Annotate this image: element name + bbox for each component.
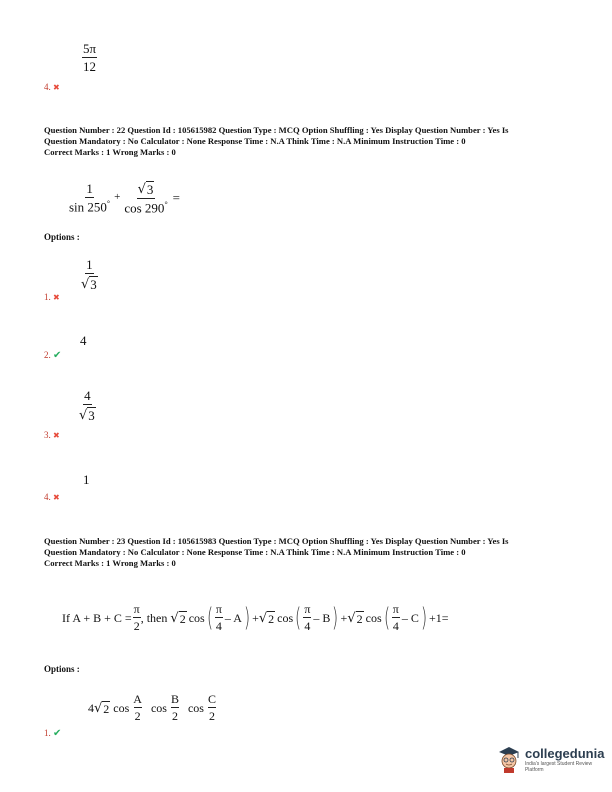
- q22-term1-den: sin 250°: [69, 199, 111, 215]
- denominator: 12: [83, 59, 97, 74]
- q23-prefix: If A + B + C =: [62, 610, 132, 625]
- q22-meta-line2: Question Mandatory : No Calculator : None Response Time : N.A Think Time : N.A Minimum Instruction Time : 0: [44, 136, 466, 146]
- q22-meta-line3: Correct Marks : 1 Wrong Marks : 0: [44, 147, 176, 157]
- q22-term1-num: 1: [86, 181, 93, 196]
- q23-meta-line3: Correct Marks : 1 Wrong Marks : 0: [44, 558, 176, 568]
- numerator: 5π: [83, 41, 97, 56]
- q22-meta-line1: Question Number : 22 Question Id : 105615982 Question Type : MCQ Option Shuffling : Yes Display Question Number : Yes Is: [44, 125, 509, 135]
- q22-expression: [68, 181, 180, 214]
- q22-options-label: Options :: [44, 232, 80, 242]
- wrong-mark-icon: ✖: [53, 493, 60, 502]
- q22-option-1-value: 1 √ 3: [81, 257, 97, 292]
- q23-meta: [44, 536, 509, 569]
- wrong-mark-icon: ✖: [53, 293, 60, 302]
- q23-expression: If A + B + C = $\frac{\pi}{2}$ , then √ 2 cos ( $\frac{\pi}{4}$ – A ) + √ 2 cos ( $\frac{\pi}{4}$ – B ) + √ 2 cos ( $\frac{\pi}{4}$ – C ) +1=: [62, 602, 449, 633]
- q22-option-4-label: 4. ✖: [44, 492, 60, 502]
- correct-mark-icon: ✔: [53, 350, 62, 361]
- equals-sign: =: [172, 190, 180, 206]
- graduate-mascot-icon: [496, 744, 522, 774]
- q23-meta-line2: Question Mandatory : No Calculator : None Response Time : N.A Think Time : N.A Minimum Instruction Time : 0: [44, 547, 466, 557]
- q23-meta-line1: Question Number : 23 Question Id : 105615983 Question Type : MCQ Option Shuffling : Yes Display Question Number : Yes Is: [44, 536, 509, 546]
- q22-option-1-label: 1. ✖: [44, 292, 60, 302]
- plus-sign: +: [114, 191, 121, 204]
- q22-option-2-value: 4: [80, 333, 87, 348]
- q23-option-1-value: 4 √ 2 cos $\frac{A}{2}$ cos $\frac{B}{2}$ cos $\frac{C}{2}$: [88, 692, 216, 723]
- q22-option-3-value: 4 √ 3: [79, 388, 95, 423]
- collegedunia-logo: [496, 744, 612, 774]
- q22-option-4-value: 1: [83, 472, 90, 487]
- prev-option-4-value: [82, 42, 97, 73]
- wrong-mark-icon: ✖: [53, 431, 60, 440]
- q22-meta: [44, 125, 509, 158]
- q22-term2-den: cos 290°: [124, 200, 168, 216]
- q22-option-2-label: 2. ✔: [44, 350, 62, 361]
- correct-mark-icon: ✔: [53, 728, 62, 739]
- wrong-mark-icon: ✖: [53, 83, 60, 92]
- logo-name: collegedunia: [524, 745, 605, 761]
- q22-term2-num: √ 3: [137, 182, 154, 197]
- q23-option-1-label: 1. ✔: [44, 728, 62, 739]
- q23-options-label: Options :: [44, 664, 80, 674]
- logo-tagline: India's largest Student Review Platform: [524, 760, 593, 773]
- q22-option-3-label: 3. ✖: [44, 430, 60, 440]
- prev-option-4-label: 4. ✖: [44, 82, 60, 92]
